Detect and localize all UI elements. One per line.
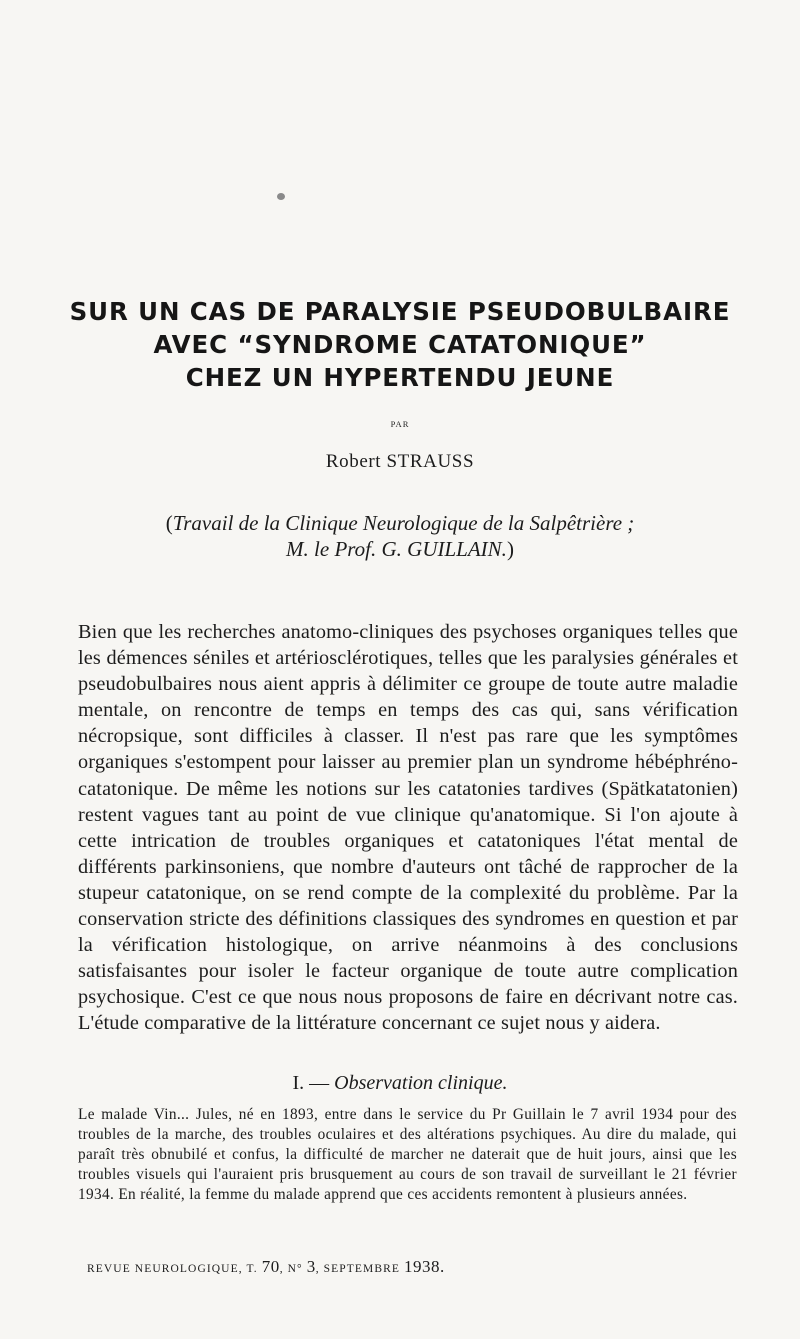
print-speck xyxy=(277,193,285,200)
byline-par: PAR xyxy=(390,419,410,429)
introduction-text: Bien que les recherches anatomo-cliniques des psychoses organiques telles que les démences séniles et artériosclérotiques, telles que les paralysies générales et pseudobulbaires nous aient appris à délimiter ce groupe de toute autre maladie mentale, on rencontre de temps en temps des cas qui, sans vérification nécropsique, sont difficiles à classer. Il n'est pas rare que les symptômes organiques s'estompent pour laisser au premier plan un syndrome hébéphréno-catatonique. De même les notions sur les catatonies tardives (Spätkatatonien) restent vagues tant au point de vue clinique qu'anatomique. Si l'on ajoute à cette intrication de troubles organiques et catatoniques l'état mental de différents parkinsoniens, que nombre d'auteurs ont tâché de rapprocher de la stupeur catatonique, on se rend compte de la complexité du problème. Par la conservation stricte des définitions classiques des syndromes en question et par la vérification histologique, on arrive néanmoins à des conclusions satisfaisantes pour isoler le facteur organique de toute autre complication psychosique. C'est ce que nous nous proposons de faire en décrivant notre cas. L'étude comparative de la littérature concernant ce sujet nous y aidera. xyxy=(78,621,738,1035)
footer-number: 3 xyxy=(306,1257,316,1276)
affiliation-clinic: Travail de la Clinique Neurologique de la Salpêtrière ; xyxy=(172,511,635,535)
title-line-3: CHEZ UN HYPERTENDU JEUNE xyxy=(185,363,615,392)
affiliation xyxy=(0,510,800,562)
introduction-paragraph xyxy=(78,619,738,1037)
footer-year: 1938. xyxy=(404,1257,445,1276)
affiliation-professor: M. le Prof. G. GUILLAIN. xyxy=(286,537,507,561)
author-name: Robert STRAUSS xyxy=(325,451,475,472)
section-number: I. — xyxy=(292,1072,330,1094)
section-title: Observation clinique. xyxy=(334,1072,508,1094)
affiliation-line-2 xyxy=(0,536,800,562)
title-line-2: AVEC “SYNDROME CATATONIQUE” xyxy=(153,330,647,359)
observation-text: Le malade Vin... Jules, né en 1893, entre dans le service du Pr Guillain le 7 avril 1934 pour des troubles de la marche, des troubles oculaires et des altérations psychiques. Au dire du malade, qui paraît très obnubilé et confus, la difficulté de marcher ne daterait que de huit jours, ainsi que les troubles visuels qui l'auraient pris brusquement au cours de son travail de surveillant le 21 février 1934. En réalité, la femme du malade apprend que ces accidents remontent à plusieurs années. xyxy=(78,1106,737,1203)
affiliation-close-paren: ) xyxy=(506,537,514,561)
section-heading xyxy=(0,1072,800,1095)
footer-number-label: , N° xyxy=(279,1263,307,1275)
footer-volume: 70 xyxy=(261,1257,280,1276)
affiliation-open-paren: ( xyxy=(165,511,173,535)
article-title xyxy=(40,295,760,394)
observation-paragraph xyxy=(78,1105,737,1205)
footer-journal: REVUE NEUROLOGIQUE, T. xyxy=(87,1263,258,1275)
title-line-1: SUR UN CAS DE PARALYSIE PSEUDOBULBAIRE xyxy=(69,297,731,326)
footer-month: , SEPTEMBRE xyxy=(315,1263,404,1275)
journal-footer xyxy=(87,1257,445,1277)
affiliation-line-1 xyxy=(0,510,800,536)
